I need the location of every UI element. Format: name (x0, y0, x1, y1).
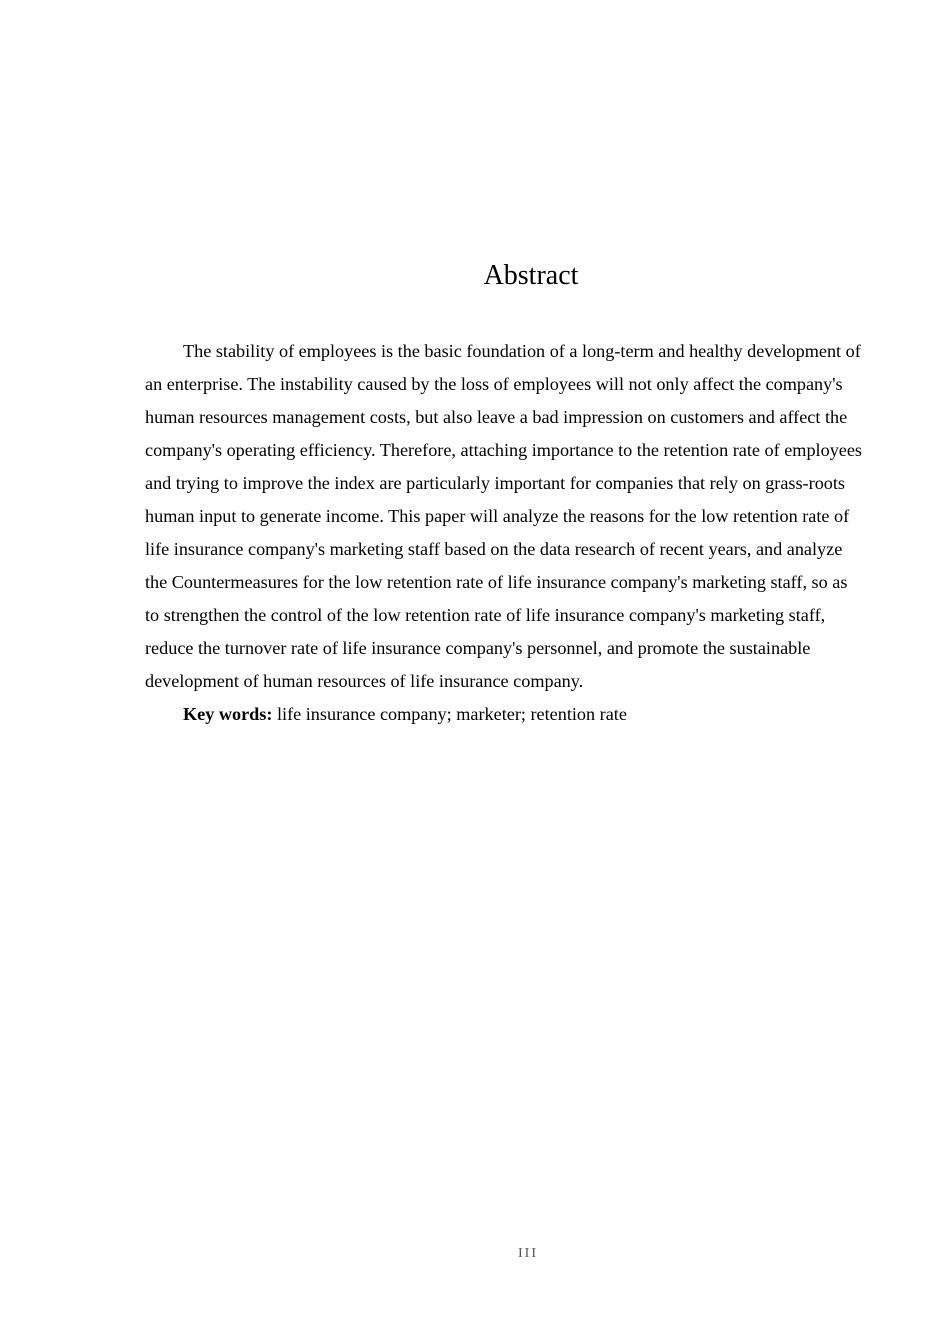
keywords-label: Key words: (183, 704, 273, 724)
keywords-line (145, 698, 865, 731)
abstract-body (145, 335, 865, 731)
keywords-text: life insurance company; marketer; retention rate (276, 704, 627, 724)
page-number: III (518, 1246, 538, 1261)
abstract-paragraph: The stability of employees is the basic foundation of a long-term and healthy development of an enterprise. The instability caused by the loss of employees will not only affect the company's human resources management costs, but also leave a bad impression on customers and affect the company's operating efficiency. Therefore, attaching importance to the retention rate of employees and trying to improve the index are particularly important for companies that rely on grass-roots human input to generate income. This paper will analyze the reasons for the low retention rate of life insurance company's marketing staff based on the data research of recent years, and analyze the Countermeasures for the low retention rate of life insurance company's marketing staff, so as to strengthen the control of the low retention rate of life insurance company's marketing staff, reduce the turnover rate of life insurance company's personnel, and promote the sustainable development of human resources of life insurance company. (145, 341, 863, 691)
page-title: Abstract (483, 260, 579, 291)
